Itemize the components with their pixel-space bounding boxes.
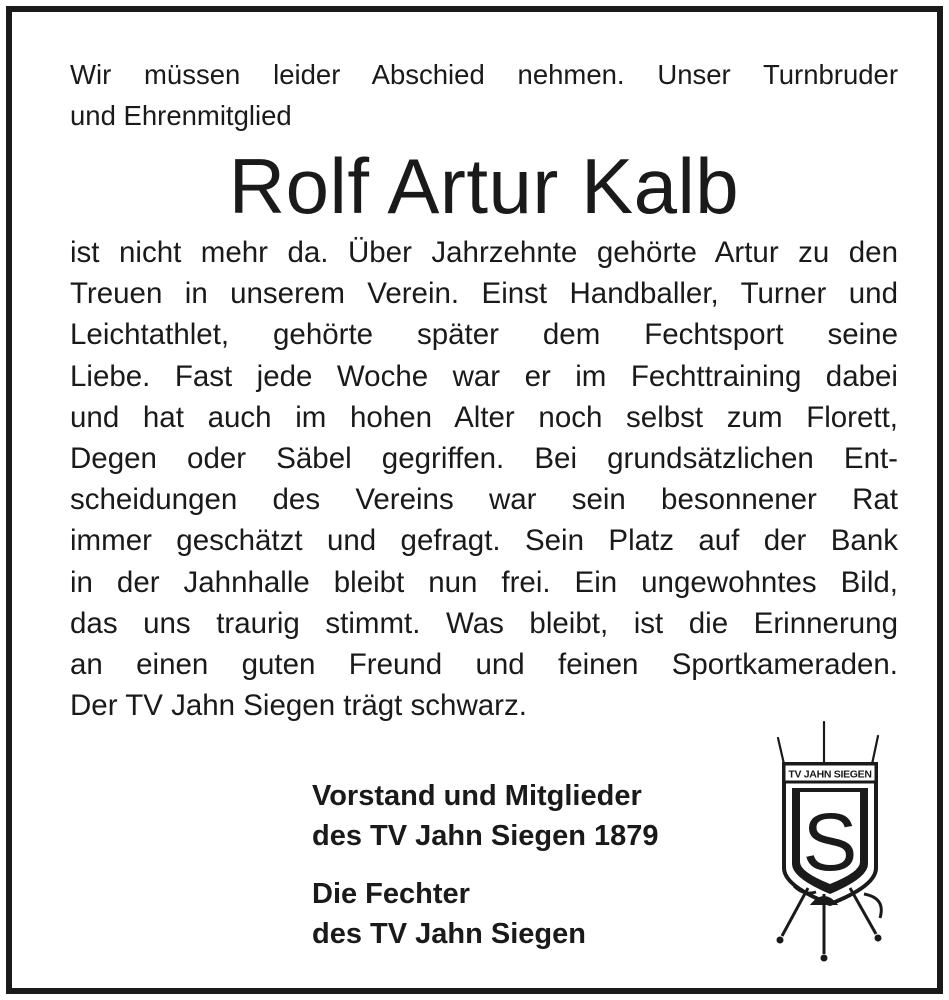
body-line: Treuen in unserem Verein. Einst Handballer, Turner und xyxy=(70,277,898,311)
signature-line: des TV Jahn Siegen xyxy=(312,918,586,950)
signature-line: Vorstand und Mitglieder xyxy=(312,780,642,812)
body-line: Der TV Jahn Siegen trägt schwarz. xyxy=(70,689,527,723)
body-line: an einen guten Freund und feinen Sportkameraden. xyxy=(70,648,898,682)
body-line: das uns traurig stimmt. Was bleibt, ist die Erinnerung xyxy=(70,606,898,640)
obituary-body-text xyxy=(70,232,898,726)
body-line: und hat auch im hohen Alter noch selbst zum Florett, xyxy=(70,400,898,434)
body-line: ist nicht mehr da. Über Jahrzehnte gehörte Artur zu den xyxy=(70,236,898,269)
intro-text xyxy=(70,54,898,136)
emblem-letter: S xyxy=(802,797,858,888)
deceased-name: Rolf Artur Kalb xyxy=(228,142,740,230)
intro-line: und Ehrenmitglied xyxy=(70,100,292,131)
emblem-banner-text: TV JAHN SIEGEN xyxy=(788,768,872,781)
crossed-swords-hilts xyxy=(777,886,881,961)
signatures xyxy=(312,776,659,972)
signature-fencers xyxy=(312,874,659,954)
body-line: Leichtathlet, gehörte später dem Fechtsport seine xyxy=(70,318,898,352)
body-line: scheidungen des Vereins war sein besonnener Rat xyxy=(70,483,898,517)
club-emblem-icon xyxy=(764,718,894,966)
intro-line: Wir müssen leider Abschied nehmen. Unser Turnbruder xyxy=(70,59,898,90)
signature-board-members xyxy=(312,776,659,856)
obituary-notice-content xyxy=(70,54,898,726)
body-line: Degen oder Säbel gegriffen. Bei grundsätzlichen Ent- xyxy=(70,442,898,476)
body-line: in der Jahnhalle bleibt nun frei. Ein ungewohntes Bild, xyxy=(70,565,898,599)
signature-line: des TV Jahn Siegen 1879 xyxy=(312,820,659,852)
body-line: Liebe. Fast jede Woche war er im Fechttraining dabei xyxy=(70,359,898,393)
signature-line: Die Fechter xyxy=(312,878,470,910)
obituary-notice-frame xyxy=(6,6,943,994)
body-line: immer geschätzt und gefragt. Sein Platz auf der Bank xyxy=(70,524,898,558)
